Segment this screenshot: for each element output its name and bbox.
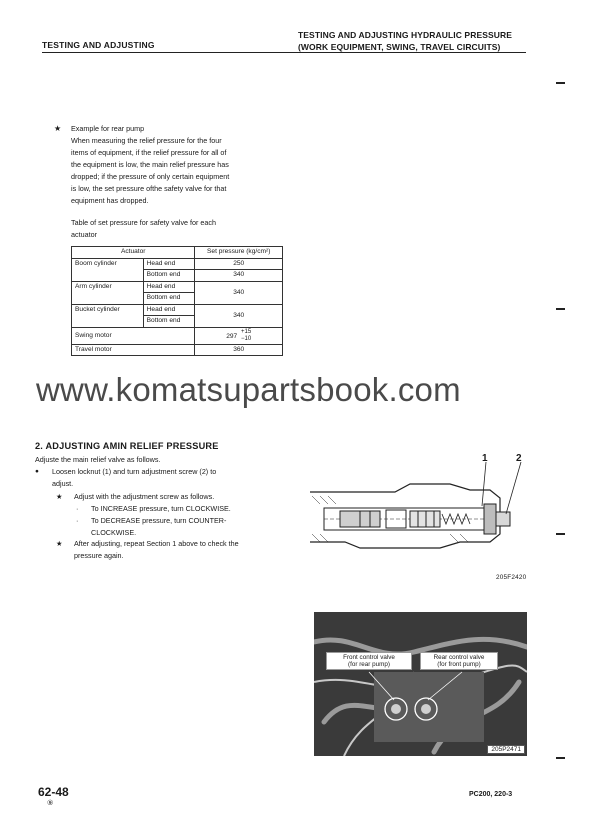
table-row <box>72 344 283 356</box>
decrease-instruction <box>91 515 226 538</box>
pressure-value: 340 <box>195 304 283 327</box>
relief-valve-drawing <box>300 462 535 562</box>
actuator-end: Bottom end <box>143 293 195 305</box>
actuator-name: Boom cylinder <box>72 258 144 281</box>
rear-control-valve-label <box>420 652 498 670</box>
front-valve-label-line: Front control valve <box>343 654 395 661</box>
actuator-end: Head end <box>143 281 195 293</box>
adjust-instruction: Adjust with the adjustment screw as follows. <box>74 492 215 501</box>
table-intro-line-2: actuator <box>71 230 97 239</box>
step-1-line: Loosen locknut (1) and turn adjustment screw (2) to <box>52 467 217 476</box>
header-topic-line-2: (WORK EQUIPMENT, SWING, TRAVEL CIRCUITS) <box>298 42 501 52</box>
pressure-value: 360 <box>195 344 283 356</box>
header-rule <box>42 52 526 53</box>
figure-caption: 205F2420 <box>496 574 527 581</box>
star-bullet: ★ <box>56 539 63 548</box>
actuator-name: Arm cylinder <box>72 281 144 304</box>
revision-number: ⑨ <box>47 800 54 807</box>
table-row <box>72 304 283 316</box>
rear-valve-label-line: Rear control valve <box>433 654 485 661</box>
decrease-line: To DECREASE pressure, turn COUNTER- <box>91 516 227 525</box>
star-bullet: ★ <box>54 124 62 133</box>
pressure-value: 340 <box>195 270 283 282</box>
revision-mark <box>556 308 565 310</box>
actuator-name: Travel motor <box>72 344 195 356</box>
after-adjust-line: pressure again. <box>74 550 124 560</box>
section-intro: Adjuste the main relief valve as follows. <box>35 455 161 464</box>
table-row <box>72 281 283 293</box>
photo-image <box>314 612 527 756</box>
revision-mark <box>556 533 565 535</box>
tolerance <box>241 329 251 343</box>
header-section-title: TESTING AND ADJUSTING <box>42 40 155 50</box>
model-number: PC200, 220-3 <box>469 791 513 798</box>
actuator-end: Head end <box>143 304 195 316</box>
callout-2-label: 2 <box>516 453 522 464</box>
revision-mark <box>556 757 565 759</box>
after-adjust-line: After adjusting, repeat Section 1 above to check the <box>74 539 239 548</box>
table-row <box>72 247 283 259</box>
dot-bullet: ● <box>35 468 39 475</box>
actuator-name: Bucket cylinder <box>72 304 144 327</box>
actuator-end: Bottom end <box>143 270 195 282</box>
example-line: items of equipment, if the relief pressure for all of <box>71 148 227 157</box>
pressure-value: 297 <box>226 332 238 340</box>
front-control-valve-label <box>326 652 412 670</box>
example-line: When measuring the relief pressure for the four <box>71 136 222 145</box>
actuator-end: Bottom end <box>143 316 195 328</box>
callout-1-label: 1 <box>482 453 488 464</box>
pressure-value: 250 <box>195 258 283 270</box>
example-line: the equipment is low, the main relief pressure has <box>71 160 229 169</box>
pressure-value-tolerance <box>195 327 283 344</box>
table-intro <box>71 217 216 241</box>
front-valve-label-line: (for rear pump) <box>348 661 390 668</box>
star-bullet: ★ <box>56 492 63 501</box>
example-title: Example for rear pump <box>71 124 145 133</box>
header-topic <box>298 29 512 53</box>
table-row <box>72 327 283 344</box>
pressure-value: 340 <box>195 281 283 304</box>
example-block <box>71 123 291 207</box>
example-line: equipment has dropped. <box>71 196 149 205</box>
tolerance-plus: +15 <box>241 328 252 335</box>
watermark-url: www.komatsupartsbook.com <box>36 371 461 408</box>
control-valve-photo <box>314 612 527 756</box>
table-header-pressure: Set pressure (kg/cm²) <box>195 247 283 259</box>
revision-mark <box>556 82 565 84</box>
decrease-line: CLOCKWISE. <box>91 527 137 537</box>
after-adjust-instruction <box>74 538 239 561</box>
photo-code: 205P2471 <box>487 745 525 754</box>
table-header-actuator: Actuator <box>72 247 195 259</box>
step-1-line: adjust. <box>52 478 74 488</box>
example-line: is low, the set pressure ofthe safety valve for that <box>71 184 227 193</box>
safety-valve-table <box>71 246 283 356</box>
table-row <box>72 258 283 270</box>
table-intro-line-1: Table of set pressure for safety valve for each <box>71 218 217 227</box>
actuator-name: Swing motor <box>72 327 195 344</box>
page-number: 62-48 <box>38 785 69 799</box>
step-1 <box>52 466 292 489</box>
sub-bullet: · <box>76 516 79 525</box>
header-topic-line-1: TESTING AND ADJUSTING HYDRAULIC PRESSURE <box>298 30 512 40</box>
rear-valve-label-line: (for front pump) <box>437 661 481 668</box>
tolerance-minus: −10 <box>241 335 252 342</box>
section-title: 2. ADJUSTING AMIN RELIEF PRESSURE <box>35 441 219 451</box>
actuator-end: Head end <box>143 258 195 270</box>
example-line: dropped; if the pressure of only certain equipment <box>71 172 230 181</box>
sub-bullet: · <box>76 504 79 513</box>
increase-instruction: To INCREASE pressure, turn CLOCKWISE. <box>91 504 231 513</box>
